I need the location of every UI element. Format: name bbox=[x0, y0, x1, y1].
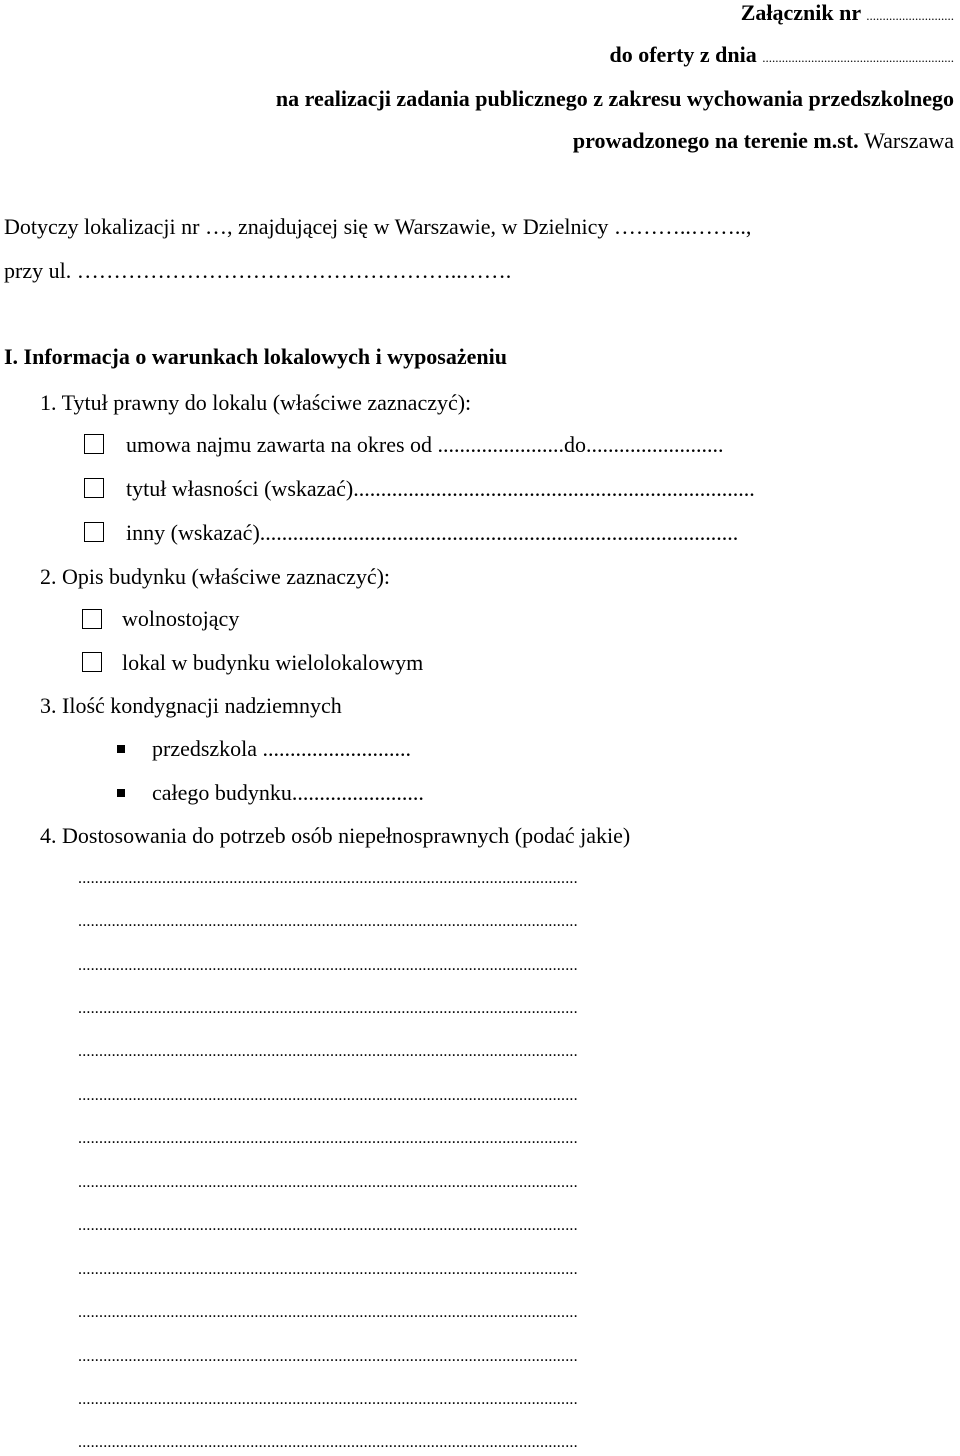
task-description-line: na realizacji zadania publicznego z zakresu wychowania przedszkolnego bbox=[275, 86, 954, 111]
multi-unit-option-label: lokal w budynku wielolokalowym bbox=[122, 650, 424, 675]
other-title-option-label: inny (wskazać)....................................................................................... bbox=[126, 520, 739, 545]
answer-dotted-line: ....................................................................................................................... bbox=[78, 1348, 578, 1365]
bullet-square-icon bbox=[117, 745, 125, 753]
lease-checkbox[interactable] bbox=[84, 434, 104, 454]
answer-dotted-line: ....................................................................................................................... bbox=[78, 1434, 578, 1451]
question-2: 2. Opis budynku (właściwe zaznaczyć): bbox=[40, 564, 391, 589]
location-bold-text: prowadzonego na terenie m.st. bbox=[572, 128, 859, 153]
answer-dotted-line: ....................................................................................................................... bbox=[78, 1261, 578, 1278]
freestanding-option-label: wolnostojący bbox=[122, 606, 240, 631]
location-details-line: Dotyczy lokalizacji nr …, znajdującej się w Warszawie, w Dzielnicy ………..…….., bbox=[4, 214, 752, 239]
offer-date-label: do oferty z dnia bbox=[609, 42, 757, 67]
offer-date-blank: ........................................................... bbox=[762, 50, 954, 65]
multi-unit-checkbox[interactable] bbox=[82, 652, 102, 672]
answer-dotted-line: ....................................................................................................................... bbox=[78, 957, 578, 974]
answer-dotted-line: ....................................................................................................................... bbox=[78, 1043, 578, 1060]
answer-dotted-line: ....................................................................................................................... bbox=[78, 913, 578, 930]
answer-dotted-line: ....................................................................................................................... bbox=[78, 1000, 578, 1017]
answer-dotted-line: ....................................................................................................................... bbox=[78, 1391, 578, 1408]
other-title-checkbox[interactable] bbox=[84, 522, 104, 542]
answer-dotted-line: ....................................................................................................................... bbox=[78, 1217, 578, 1234]
freestanding-checkbox[interactable] bbox=[82, 609, 102, 629]
city-name: Warszawa bbox=[864, 128, 954, 153]
answer-dotted-line: ....................................................................................................................... bbox=[78, 870, 578, 887]
kindergarten-floors-label: przedszkola ........................... bbox=[152, 736, 412, 761]
location-line bbox=[573, 128, 954, 154]
question-3: 3. Ilość kondygnacji nadziemnych bbox=[40, 693, 342, 718]
answer-dotted-line: ....................................................................................................................... bbox=[78, 1130, 578, 1147]
attachment-number-line bbox=[741, 0, 954, 26]
answer-dotted-line: ....................................................................................................................... bbox=[78, 1087, 578, 1104]
answer-dotted-line: ....................................................................................................................... bbox=[78, 1304, 578, 1321]
section-title: I. Informacja o warunkach lokalowych i wyposażeniu bbox=[4, 344, 507, 369]
attachment-number-blank: ........................... bbox=[866, 8, 954, 23]
attachment-label: Załącznik nr bbox=[740, 0, 861, 25]
building-floors-label: całego budynku........................ bbox=[152, 780, 424, 805]
answer-dotted-line: ....................................................................................................................... bbox=[78, 1174, 578, 1191]
question-4: 4. Dostosowania do potrzeb osób niepełnosprawnych (podać jakie) bbox=[40, 823, 631, 848]
ownership-option-label: tytuł własności (wskazać)......................................................................... bbox=[126, 476, 755, 501]
street-line: przy ul. ……………………………………………..……. bbox=[4, 258, 512, 283]
ownership-checkbox[interactable] bbox=[84, 478, 104, 498]
lease-option-label: umowa najmu zawarta na okres od .......................do......................... bbox=[126, 432, 724, 457]
question-1: 1. Tytuł prawny do lokalu (właściwe zaznaczyć): bbox=[40, 390, 472, 415]
offer-date-line bbox=[609, 42, 954, 68]
bullet-square-icon bbox=[117, 789, 125, 797]
